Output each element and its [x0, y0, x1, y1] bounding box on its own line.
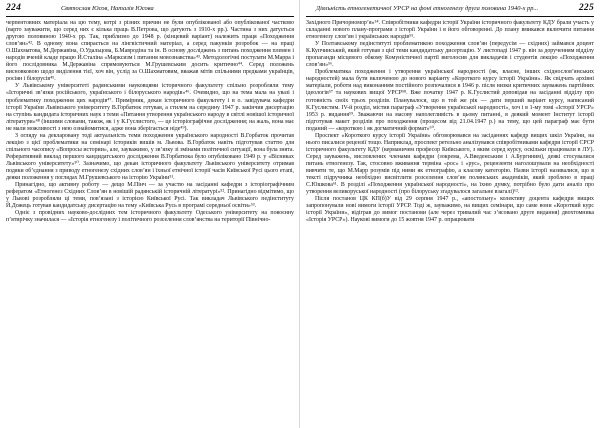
right-page [300, 0, 600, 428]
paragraph: Після постанов ЦК КП(б)У від 29 серпня 1947 р., «апостольну» колективу доцента кафедри вищих запропонували нові вимоги історії УРСР. Тоді ж, зауважимо, на вищих семінари, що саме вони «Короткий курс історії України», відіграв до вимог постанови (але через тривалий час з’ясовано друге видання) двохтомника «Історія УРСР»). Наукові вимоги до 15 жовтня 1947 р. опрацювати [306, 196, 594, 224]
paragraph: Принагідно, що активну роботу — дещо М.Пінч — за участю на засіданні кафедри з історіографічним рефератом «Етногенез Східних Слов’ян в новішій радянській історичній літературі»⁵². Принагідно відмітимо, що у Львові розробляли ці теми, пов’язані з історією Київської Русі. Так викладач Львівського педінституту Й.Дожець готував кандидатську дисертацію на тему «Київська Русь в програмі середньої освіти»⁵³. [6, 182, 294, 210]
right-page-number: 225 [578, 3, 594, 13]
paragraph: З огляду на декларовану тоді актуальність теми походження українського народності В.Горбаток прочитав лекцію з цієї проблематики на семінарі істориків вишів м. Львова. В.Горбаток навіть підготував статтю для спільного часопису «Вопросы истории», але, зауважимо, у зв’язку зі змінами політичної ситуації, вона була знята. Реферативний виклад першого кандидатського дослідження В.Горбатюка було опубліковано 1949 р. у «Вісниках Львівського університету»⁵⁰. Зазначимо, що декан історичного факультету Львівського університету отримав подяки об’єднання з приводу етногенезу східних слов’ян і їхньої етнічної історії часів Київської Русі цього етапі, деяки положення у поглядах М.Грушевського на історію України⁵¹. [6, 132, 294, 182]
right-page-header [306, 3, 594, 15]
left-page-header [6, 3, 294, 15]
left-page-text [6, 20, 294, 224]
paragraph: Західного Причорномор’я»⁵⁴. Співробітники кафедри історії України історичного факультету КДУ брали участь у складанні нового плану-програми з історії України і в його обговоренні. До плану вмикався включити питання етногенезу слов’ян і українських народів⁵⁵. [306, 20, 594, 41]
paragraph: Проспект «Короткого курсу історії України» обговорювався на засіданнях кафедр вищих шкіл України, на нього писалися рецензії тощо. Наприклад, проспект ретельно аналізувався співробітниками кафедри історії СРСР історичного факультету КДУ (керманичем професор Київського, з яким серед курсу, оскільки працювали в ЛУ). Серед зауважень, висловлених членами кафедри (зокрема, А.Введенським і А.Бургиним), деякі стосувалися питань етногенезу. Так, стосовно вживання терміна «рос» і «рус», рецензенти наголошували на необхідності вивчити те, що М.Марр розумів під ними як етнографію, а класову категорію. Назви історії називалися, що в тексті підручника необхідно висвітлити розселення слов’ян полянських академіків, який зроблено в праці С.Юшкова⁶¹. В розділі «Походження української народності», на їхню думку, потрібно було дати аналіз про утворення великоруської народності (про білоруську згадувалося загальне взагалі)⁶². [306, 132, 594, 196]
paragraph: Проблематика походження і утворення української народності (як, власне, інших східнослов’янських народностей) мала бути включеною до нового варіанту «Короткого курсу історії України». Як свідчать архівні матеріали, роботи над виконанням постійного розпочалися в 1946 р. після низки критичних зауважень партійних ідеологів⁵⁷ та наукових вищої УРСР⁵⁸. Вже початку 1947 р. К.Гуслистий доповідав на засіданні відділу про готовність своїх трьох розділів. Планувалося, що в той же рік — дати перший варіант курсу, написаний К.Гуслистим. IV-й розділ, містив параграф «Утворення української народності», хоч і в 1-му томі «Історії УРСР» 1953 р. видання⁵⁹. Зважаючи на масову наполегливість в цьому питанні, в деякий момент Інститут історії підготував макет розділів про походження (процесом від 21.04.1947 р.) на тему, що цей параграф має бути поданий — «короткою і як догматичний формат»⁶⁰. [306, 69, 594, 132]
left-page-number: 224 [6, 3, 22, 13]
left-header-rule [6, 16, 294, 17]
paragraph: Одніє з провідних науково-дослідних тем історичного факультету Одеського університету на повоєнну п’ятирічку значилася — «Історія етногенезу і політичного розселення слов’янства на території Північно- [6, 210, 294, 224]
right-running-head: Діяльність етногенетичної УРСР на фоні етногенезу друга половина 1940-х рр... [316, 5, 539, 12]
paragraph: У Львівському університеті радянськими науковцями історичного факультету спільно розробляли тему «Історичні зв’язки російського, українського і білоруського народів»⁴⁶. Очевидно, що на тема мала на увазі і проблематику походження цих народів⁴⁷. Примірник, декан історичного факультету і в о. завідувача кафедри історії України Львівського університету В.Горбатюк готував, а стилем на середину 1947 р. закінчив дисертацію на ступінь кандидата історичних наук з теми «Питання утворення українського народу в світлі новішої історичної літератури»⁴⁸ (іншими словами, також, як і у К.Гуслистого, — це історіографічне дослідження; на жаль, вона має не мали можливості з нею ознайомитися, адже вона зберігається ніде⁴⁹). [6, 83, 294, 132]
paragraph: черпентовних матеріала на цю тему, котрі з різних причин не були опублікованої або опублікованої частково (варто зауважити, що серед них є кілька праць В.Петрова, що датують з 1910-х рр.). Частина з них датується другою половиною 1940-х рр. Так, приблизно до 1948 р. (кінцевий варіант) належить праця «Походження слов’ян»⁴². В одному вона спирається на лінгвістичний матеріал, а серед пакунків розробок — на праці О.Шахматова, М.Державіна, О.Удальцова, Б.Мавродіна та ін. В основу досліджень з питань походження племен і народів вченій кладе працю Й.Сталіна «Марксизм і питання мовознавства»⁴³. Методологічні постулати М.Марра і його послідовника М.Державіна спрямовуються М.Грушевським досить критично⁴⁴. Серед положень висновковою щодо виділення тієї, хоч він, услід за О.Шахматовим, вважав мітів спільними предками українців, росіян і білорусів⁴⁵. [6, 20, 294, 83]
left-running-head: Святослав Юсов, Наталія Юсова [61, 5, 154, 12]
right-header-rule [306, 16, 594, 17]
paragraph: У Полтавському педінституті проблематикою походження слов’ян (передусім — східних) займався доцент К.Купчинський, який готував з цієї теми кандидатську дисертацію. У листопаді 1947 р. він за дорученням відділу пропаганди місцевого обкому Комуністичної партії виголосив для викладачів і студентів лекцію «Походження слов’ян»⁵⁶. [306, 41, 594, 69]
right-page-text [306, 20, 594, 224]
